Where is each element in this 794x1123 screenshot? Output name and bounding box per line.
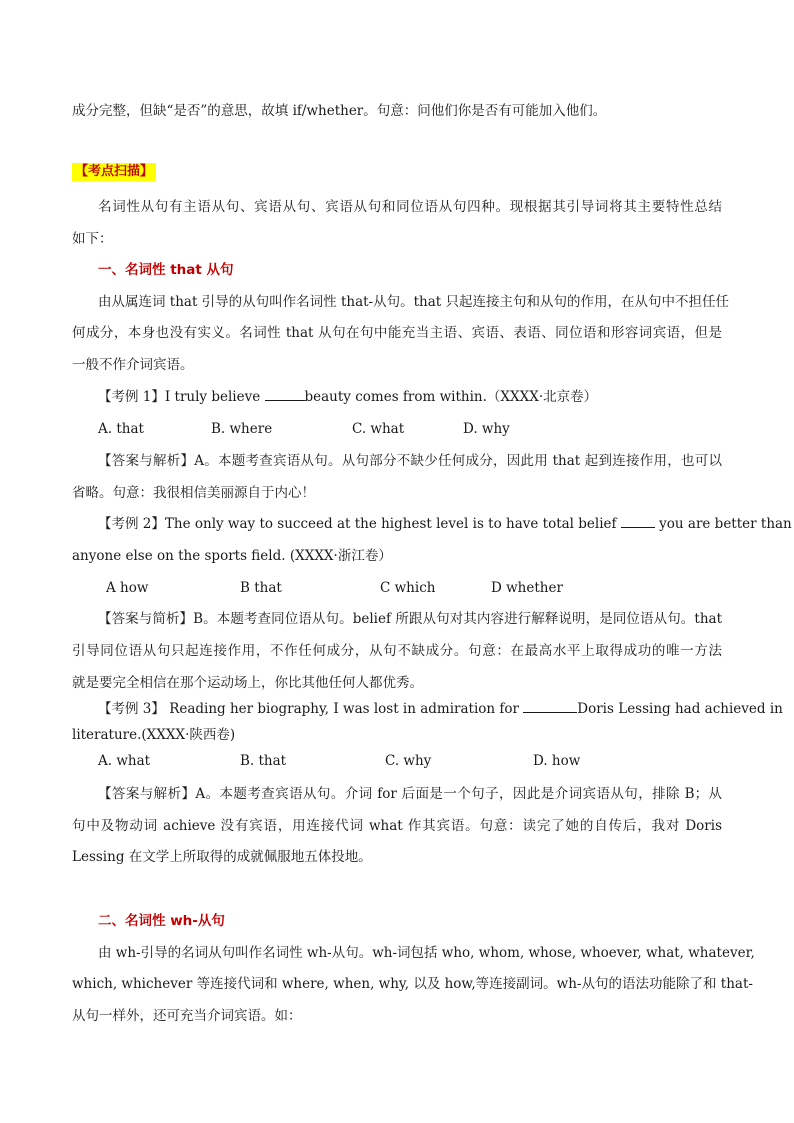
example-2-question — [98, 515, 792, 533]
example-2-answer-2: 引导同位语从句只起连接作用，不作任何成分，从句不缺成分。句意：在最高水平上取得成功的唯一方法 — [72, 643, 722, 659]
para1-line-2: 何成分，本身也没有实义。名词性 that 从句在句中能充当主语、宾语、表语、同位语和形容词宾语，但是 — [72, 325, 722, 341]
example-2-label: 【考例 2】 — [98, 516, 165, 532]
example-2-line-2: anyone else on the sports field. (XXXX·浙江卷） — [72, 548, 392, 564]
para2-line-3: 从句一样外，还可充当介词宾语。如： — [72, 1008, 302, 1024]
example-1-pre: I truly believe — [164, 389, 261, 405]
example-3-pre: Reading her biography, I was lost in admiration for — [169, 701, 519, 717]
example-3-option-b: B. that — [240, 753, 287, 769]
example-1-blank — [265, 388, 305, 401]
example-2-blank — [621, 515, 655, 528]
heading-that-clause: 一、名词性 that 从句 — [98, 262, 234, 278]
example-1-option-b: B. where — [211, 421, 273, 437]
example-1-label: 【考例 1】 — [98, 389, 165, 405]
example-2-answer-3: 就是要完全相信在那个运动场上，你比其他任何人都优秀。 — [72, 675, 423, 691]
example-2-option-d: D whether — [491, 580, 563, 596]
example-3-answer-1: 【答案与解析】A。本题考查宾语从句。介词 for 后面是一个句子，因此是介词宾语从句，排除 B；从 — [98, 786, 722, 802]
example-2-option-c: C which — [380, 580, 436, 596]
example-1-post: beauty comes from within.（XXXX·北京卷） — [304, 389, 598, 405]
example-2-option-a: A how — [106, 580, 149, 596]
intro-line: 成分完整，但缺“是否”的意思，故填 if/whether。句意：问他们你是否有可能加入他们。 — [72, 103, 607, 119]
example-3-option-d: D. how — [533, 753, 581, 769]
example-1-answer-2: 省略。句意：我很相信美丽源自于内心！ — [72, 485, 315, 501]
para1-line-3: 一般不作介词宾语。 — [72, 357, 194, 373]
example-3-line-2: literature.(XXXX·陕西卷) — [72, 727, 236, 743]
summary-line-1: 名词性从句有主语从句、宾语从句、宾语从句和同位语从句四种。现根据其引导词将其主要特性总结 — [98, 199, 722, 215]
example-3-question — [98, 700, 783, 718]
example-1-option-c: C. what — [352, 421, 405, 437]
example-2-option-b: B that — [240, 580, 282, 596]
example-2-pre: The only way to succeed at the highest level is to have total belief — [164, 516, 617, 532]
example-3-answer-2: 句中及物动词 achieve 没有宾语，用连接代词 what 作其宾语。句意：读完了她的自传后，我对 Doris — [72, 818, 722, 834]
example-2-answer-1: 【答案与简析】B。本题考查同位语从句。belief 所跟从句对其内容进行解释说明，是同位语从句。that — [98, 611, 722, 627]
example-2-post: you are better than — [659, 516, 792, 532]
example-1-answer-1: 【答案与解析】A。本题考查宾语从句。从句部分不缺少任何成分，因此用 that 起到连接作用，也可以 — [98, 453, 722, 469]
example-1-option-d: D. why — [463, 421, 510, 437]
para2-line-2: which, whichever 等连接代词和 where, when, why, 以及 how,等连接副词。wh-从句的语法功能除了和 that- — [72, 976, 753, 992]
heading-wh-clause: 二、名词性 wh-从句 — [98, 913, 225, 929]
example-1-question — [98, 388, 597, 406]
summary-line-2: 如下： — [72, 231, 113, 247]
section-tag: 【考点扫描】 — [72, 163, 156, 181]
example-3-blank — [523, 700, 577, 713]
example-3-answer-3: Lessing 在文学上所取得的成就佩服地五体投地。 — [72, 849, 372, 865]
example-1-option-a: A. that — [98, 421, 144, 437]
example-3-label: 【考例 3】 — [98, 701, 165, 717]
example-3-post: Doris Lessing had achieved in — [577, 701, 783, 717]
para1-line-1: 由从属连词 that 引导的从句叫作名词性 that-从句。that 只起连接主句和从句的作用，在从句中不担任任 — [98, 294, 730, 310]
example-3-option-c: C. why — [385, 753, 432, 769]
para2-line-1: 由 wh-引导的名词从句叫作名词性 wh-从句。wh-词包括 who, whom, whose, whoever, what, whatever, — [98, 945, 755, 961]
example-3-option-a: A. what — [98, 753, 151, 769]
